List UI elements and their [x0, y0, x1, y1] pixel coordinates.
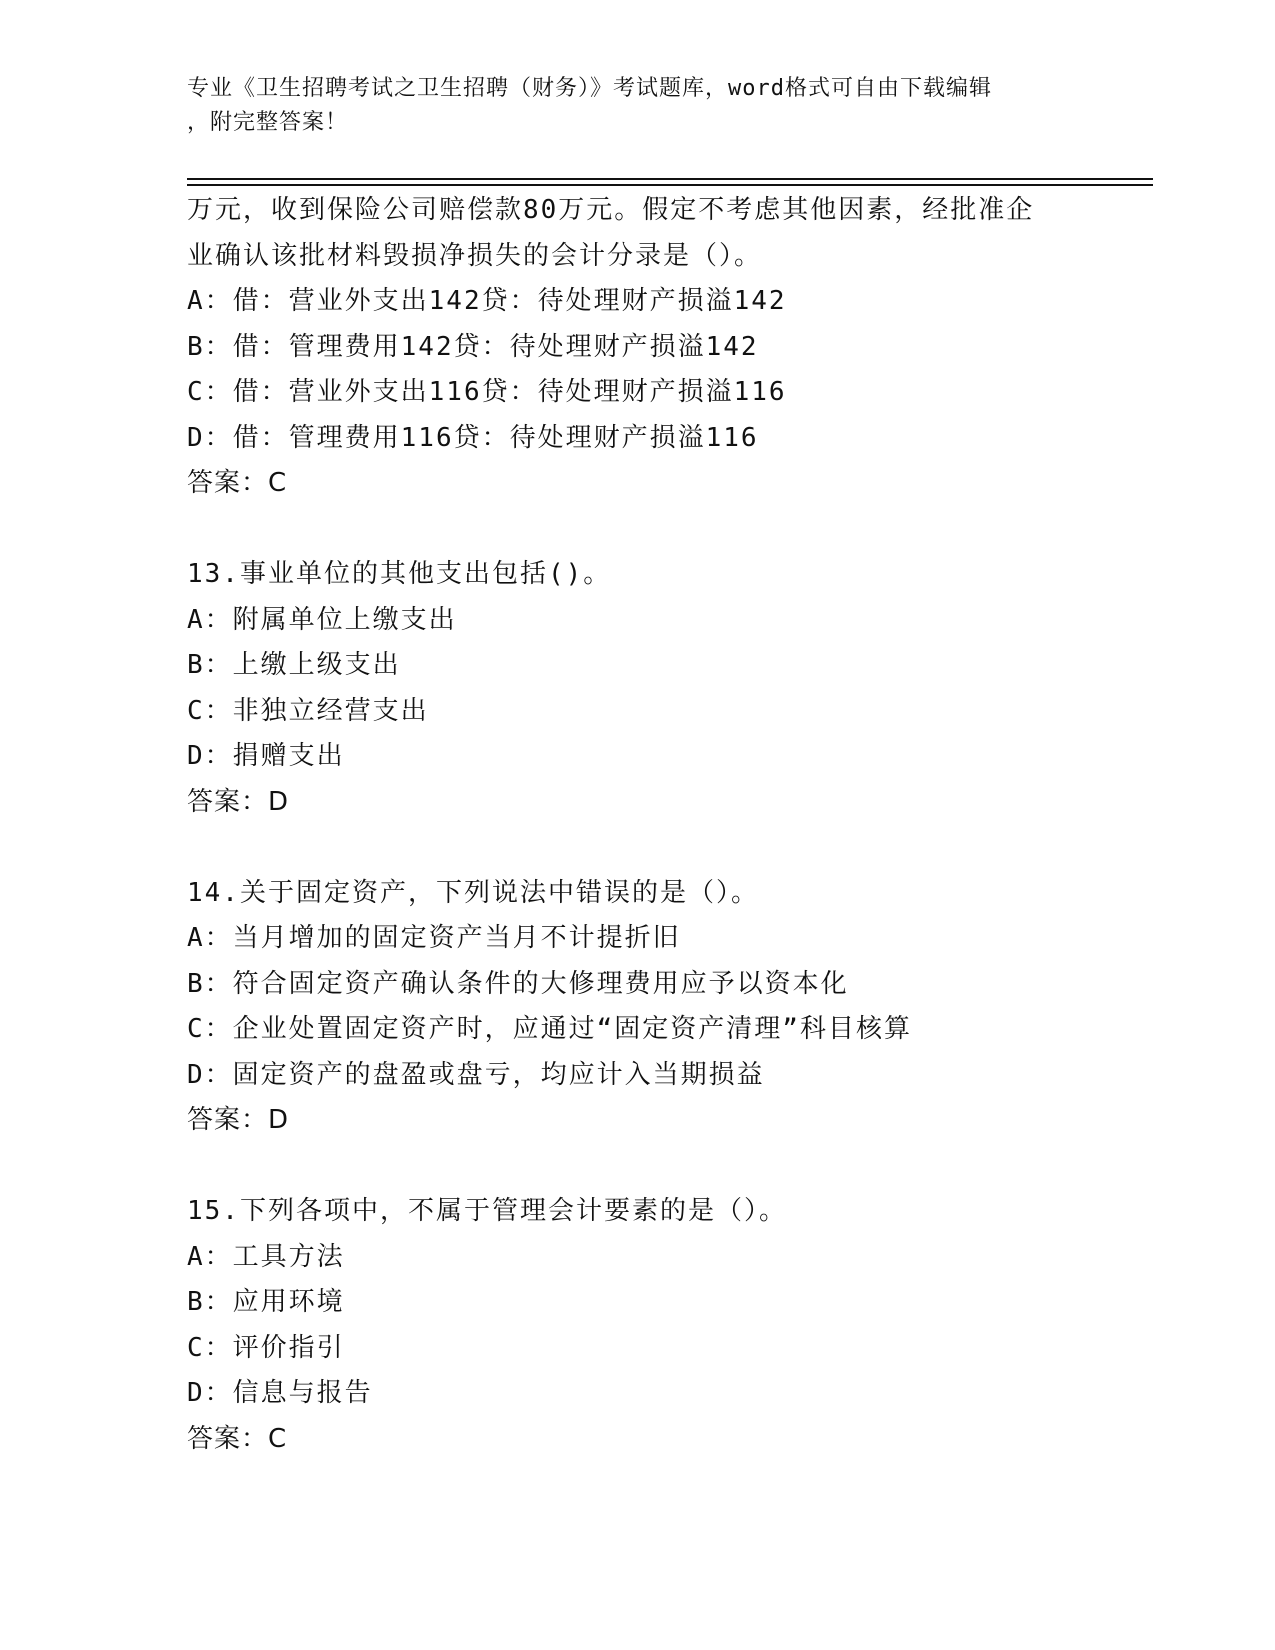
answer-line: 答案：C: [187, 1423, 288, 1454]
option-c: C：借：营业外支出116贷：待处理财产损溢116: [187, 377, 787, 407]
question-block-15: [187, 1189, 1147, 1462]
option-b: B：借：管理费用142贷：待处理财产损溢142: [187, 331, 759, 362]
option-d: D：固定资产的盘盈或盘亏，均应计入当期损益: [187, 1059, 765, 1090]
header-line-1: 专业《卫生招聘考试之卫生招聘（财务）》考试题库，word格式可自由下载编辑: [187, 76, 992, 101]
option-a: A：借：营业外支出142贷：待处理财产损溢142: [187, 286, 787, 316]
question-block-13: [187, 552, 1147, 825]
question-block-14: [187, 871, 1147, 1144]
question-stem: 13.事业单位的其他支出包括()。: [187, 559, 612, 589]
option-b: B：符合固定资产确认条件的大修理费用应予以资本化: [187, 968, 849, 999]
question-block-continued: [187, 188, 1147, 507]
question-stem-line: 业确认该批材料毁损净损失的会计分录是（）。: [187, 240, 763, 271]
option-c: C：评价指引: [187, 1332, 345, 1363]
question-list: [187, 188, 1147, 1462]
answer-line: 答案：D: [187, 786, 290, 817]
question-stem-line: 万元，收到保险公司赔偿款80万元。假定不考虑其他因素，经批准企: [187, 195, 1035, 225]
block-spacer: [187, 1144, 1147, 1190]
question-stem: 14.关于固定资产，下列说法中错误的是（）。: [187, 877, 759, 908]
option-a: A：附属单位上缴支出: [187, 604, 457, 635]
document-header: [187, 72, 1087, 140]
option-d: D：捐赠支出: [187, 741, 345, 771]
option-b: B：应用环境: [187, 1287, 345, 1317]
option-b: B：上缴上级支出: [187, 650, 401, 680]
header-divider-top: [187, 178, 1153, 180]
answer-line: 答案：C: [187, 468, 288, 498]
question-stem: 15.下列各项中，不属于管理会计要素的是（）。: [187, 1196, 787, 1226]
block-spacer: [187, 507, 1147, 553]
block-spacer: [187, 825, 1147, 871]
option-d: D：信息与报告: [187, 1378, 373, 1408]
option-c: C：非独立经营支出: [187, 695, 429, 726]
header-line-2: ，附完整答案！: [187, 110, 349, 135]
option-a: A：工具方法: [187, 1241, 345, 1272]
option-a: A：当月增加的固定资产当月不计提折旧: [187, 923, 681, 953]
header-divider-bottom: [187, 184, 1153, 186]
option-d: D：借：管理费用116贷：待处理财产损溢116: [187, 422, 759, 453]
option-c: C：企业处置固定资产时，应通过“固定资产清理”科目核算: [187, 1014, 912, 1044]
answer-line: 答案：D: [187, 1105, 290, 1135]
